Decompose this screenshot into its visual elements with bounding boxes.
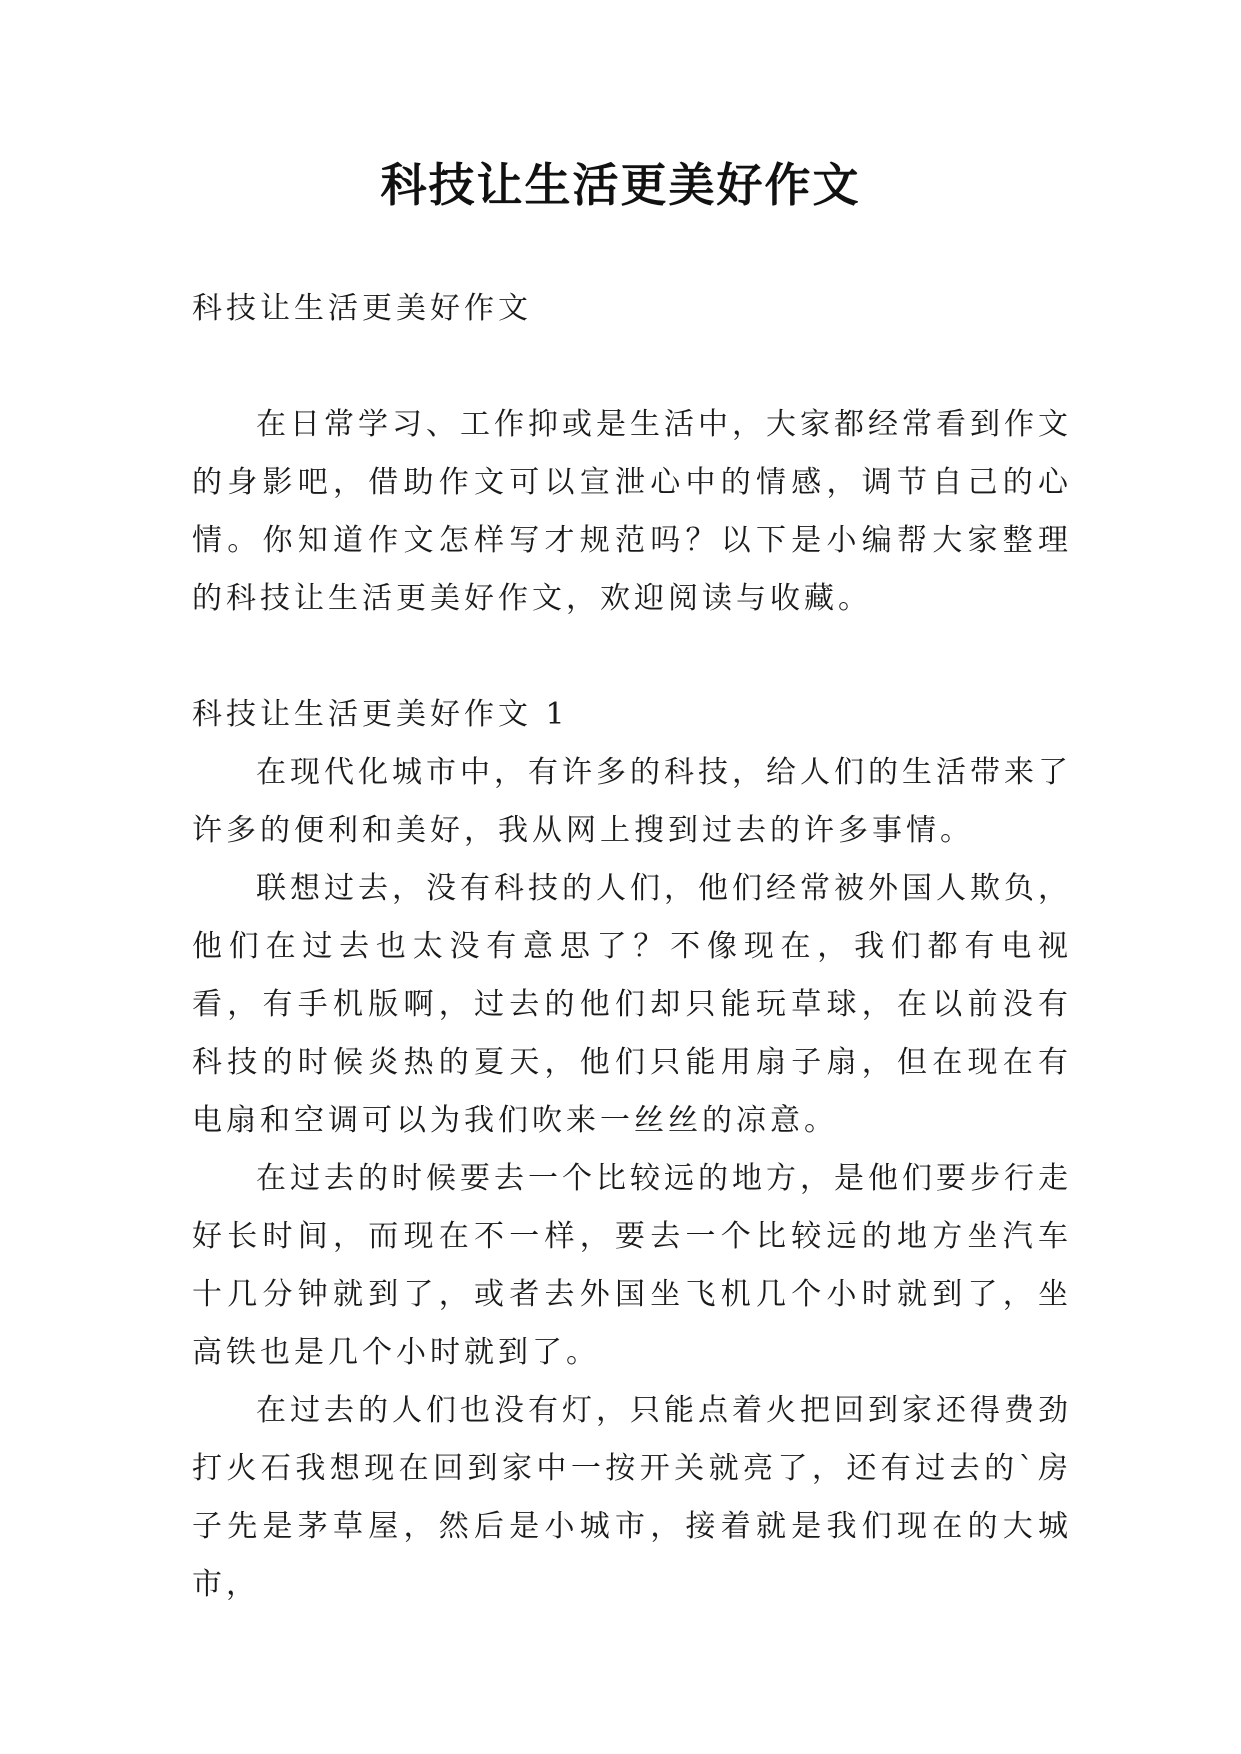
- body-paragraph: 在现代化城市中，有许多的科技，给人们的生活带来了许多的便利和美好，我从网上搜到过去的许多事情。: [192, 755, 1072, 848]
- spacer: [192, 628, 1072, 686]
- intro-paragraph: 在日常学习、工作抑或是生活中，大家都经常看到作文的身影吧，借助作文可以宣泄心中的情感，调节自己的心情。你知道作文怎样写才规范吗？以下是小编帮大家整理的科技让生活更美好作文，欢迎阅读与收藏。: [192, 407, 1072, 616]
- body-paragraph: 在过去的人们也没有灯，只能点着火把回到家还得费劲打火石我想现在回到家中一按开关就亮了，还有过去的`房子先是茅草屋，然后是小城市，接着就是我们现在的大城市，: [192, 1393, 1072, 1602]
- spacer: [192, 338, 1072, 396]
- document-body: [192, 280, 1072, 1614]
- document-title: 科技让生活更美好作文: [380, 158, 861, 212]
- section-heading: 科技让生活更美好作文 1: [192, 697, 569, 732]
- body-paragraph: 在过去的时候要去一个比较远的地方，是他们要步行走好长时间，而现在不一样，要去一个比较远的地方坐汽车十几分钟就到了，或者去外国坐飞机几个小时就到了，坐高铁也是几个小时就到了。: [192, 1161, 1072, 1370]
- document-subtitle: 科技让生活更美好作文: [192, 291, 532, 326]
- body-paragraph: 联想过去，没有科技的人们，他们经常被外国人欺负，他们在过去也太没有意思了？不像现在，我们都有电视看，有手机版啊，过去的他们却只能玩草球，在以前没有科技的时候炎热的夏天，他们只能用扇子扇，但在现在有电扇和空调可以为我们吹来一丝丝的凉意。: [192, 871, 1072, 1138]
